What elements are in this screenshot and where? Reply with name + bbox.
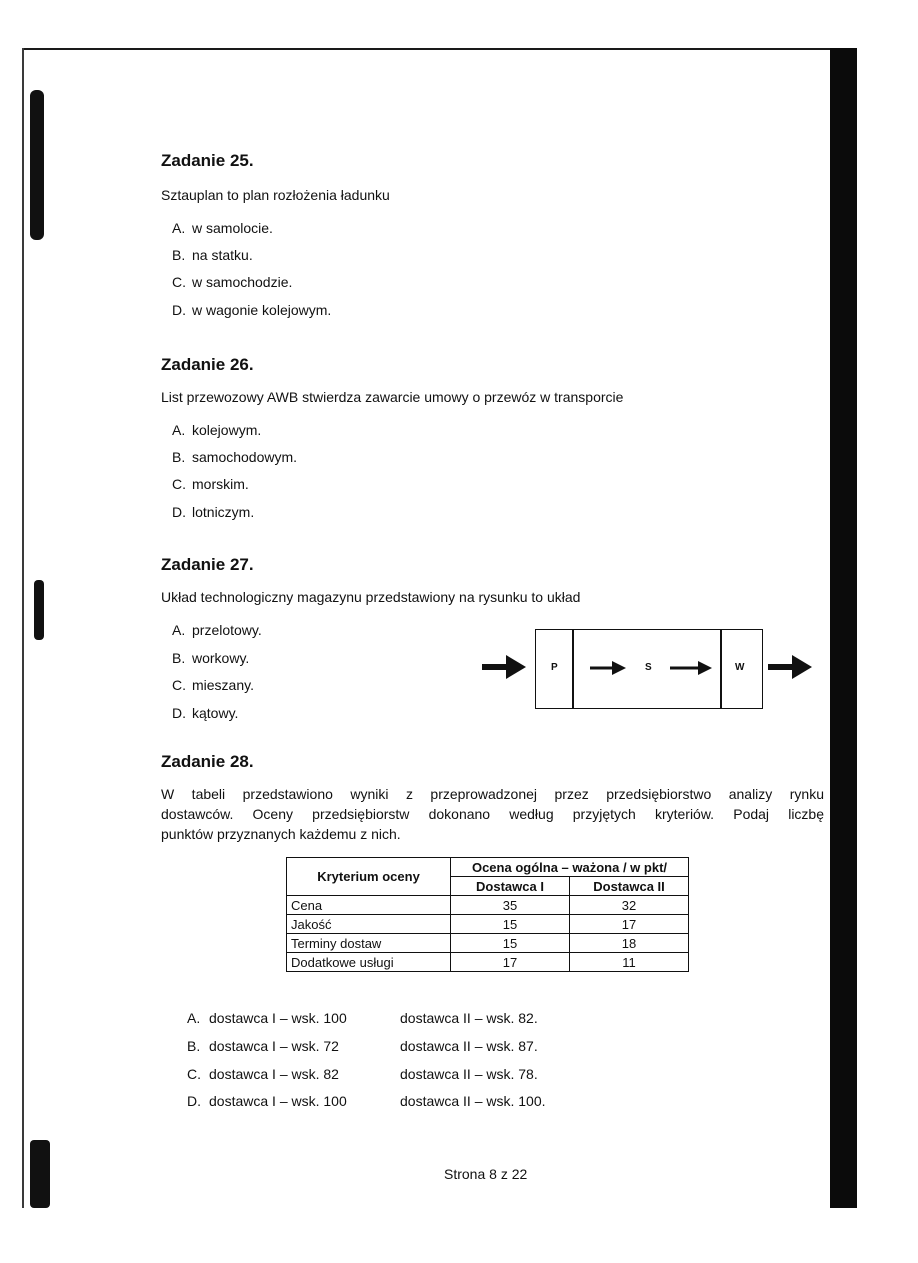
- table-row: Dodatkowe usługi 17 11: [287, 953, 689, 972]
- task-25-question: Sztauplan to plan rozłożenia ładunku: [161, 187, 390, 203]
- task-25-answer-a: A. w samolocie.: [172, 220, 273, 236]
- task-26-answer-b: B. samochodowym.: [172, 449, 298, 465]
- header-criterion: Kryterium oceny: [287, 858, 451, 896]
- task-27-answer-d: D. kątowy.: [172, 705, 239, 721]
- header-supplier-2: Dostawca II: [570, 877, 689, 896]
- table-row: Terminy dostaw 15 18: [287, 934, 689, 953]
- task-25-answer-d: D. w wagonie kolejowym.: [172, 302, 332, 318]
- table-row: Jakość 15 17: [287, 915, 689, 934]
- task-27-answer-c: C. mieszany.: [172, 677, 254, 693]
- task-26-answer-c: C. morskim.: [172, 476, 249, 492]
- task-26-question: List przewozowy AWB stwierdza zawarcie umowy o przewóz w transporcie: [161, 389, 624, 405]
- task-28-answer-b: B. dostawca I – wsk. 72 dostawca II – wsk. 87.: [187, 1038, 538, 1054]
- task-26-answer-a: A. kolejowym.: [172, 422, 262, 438]
- task-27-answer-b: B. workowy.: [172, 650, 250, 666]
- scan-smear: [30, 90, 44, 240]
- task-26-answer-d: D. lotniczym.: [172, 504, 255, 520]
- arrow-out-icon: [768, 655, 812, 679]
- zone-p-label: P: [551, 662, 558, 673]
- warehouse-layout-diagram: [478, 627, 818, 711]
- task-27-answer-a: A. przelotowy.: [172, 622, 262, 638]
- task-28-answer-d: D. dostawca I – wsk. 100 dostawca II – wsk. 100.: [187, 1093, 546, 1109]
- scan-border-left: [22, 48, 24, 1208]
- scan-border-top: [22, 48, 830, 50]
- arrow-in-icon: [482, 655, 526, 679]
- task-28-answer-c: C. dostawca I – wsk. 82 dostawca II – wsk. 78.: [187, 1066, 538, 1082]
- task-27-question: Układ technologiczny magazynu przedstawiony na rysunku to układ: [161, 589, 581, 605]
- page-number: Strona 8 z 22: [444, 1166, 528, 1182]
- task-27-heading: Zadanie 27.: [161, 555, 254, 574]
- scan-border-right: [830, 48, 857, 1208]
- header-group: Ocena ogólna – ważona / w pkt/: [451, 858, 689, 877]
- task-25-answer-b: B. na statku.: [172, 247, 253, 263]
- task-25-heading: Zadanie 25.: [161, 151, 254, 170]
- scan-smear: [30, 1140, 50, 1208]
- task-28-question: W tabeli przedstawiono wyniki z przeprowadzonej przez przedsiębiorstwo analizy rynku dostawców. Oceny przedsiębiorstw dokonano według przyjętych kryteriów. Podaj liczbę punktów przyznanych każdemu z nich.: [161, 786, 824, 842]
- supplier-evaluation-table: [286, 857, 689, 972]
- task-26-heading: Zadanie 26.: [161, 355, 254, 374]
- task-28-answer-a: A. dostawca I – wsk. 100 dostawca II – wsk. 82.: [187, 1010, 538, 1026]
- scan-smear: [34, 580, 44, 640]
- zone-w-label: W: [735, 662, 745, 673]
- zone-divider: [572, 629, 574, 709]
- task-25-answer-c: C. w samochodzie.: [172, 274, 293, 290]
- header-supplier-1: Dostawca I: [451, 877, 570, 896]
- zone-s-label: S: [645, 662, 652, 673]
- task-28-heading: Zadanie 28.: [161, 752, 254, 771]
- table-row: Cena 35 32: [287, 896, 689, 915]
- zone-divider: [720, 629, 722, 709]
